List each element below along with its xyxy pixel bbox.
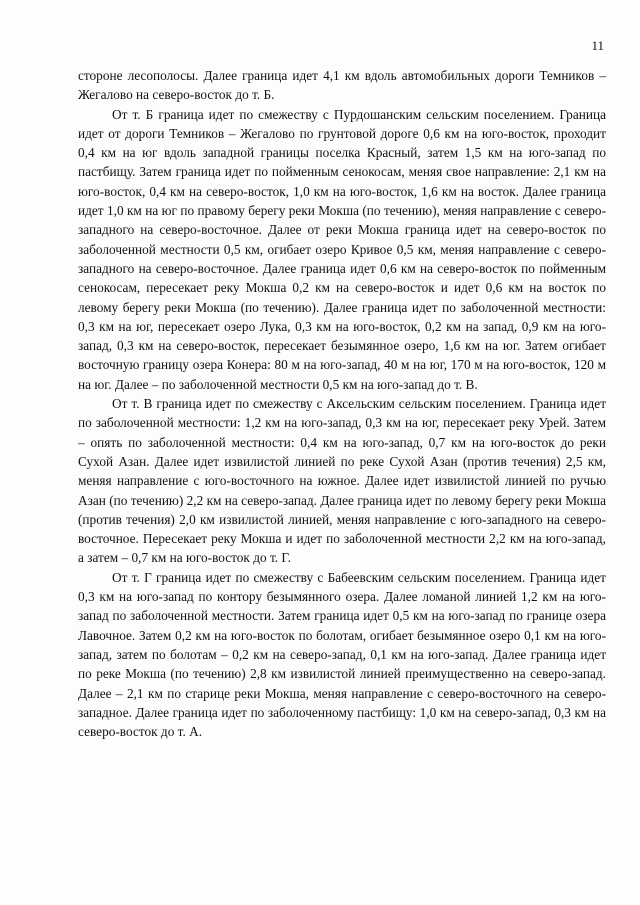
paragraph-point-v: От т. В граница идет по смежеству с Аксельским сельским поселением. Граница идет по заболоченной местности: 1,2 км на юго-запад, 0,3 км на юг, пересекает реку Урей. Затем – опять по заболоченной местности: 0,4 км на юго-запад, 0,7 км на юго-восток до реки Сухой Азан. Далее идет извилистой линией по реке Сухой Азан (против течения) 2,5 км, меняя направление с юго-восточного на южное. Далее идет извилистой линией по ручью Азан (по течению) 2,2 км на северо-запад. Далее граница идет по левому берегу реки Мокша (против течения) 2,0 км извилистой линией, меняя направление с юго-западного на северо-восточное. Пересекает реку Мокша и идет по заболоченной местности 2,2 км на юго-запад, а затем – 0,7 км на юго-восток до т. Г. — [78, 396, 606, 566]
document-body — [78, 66, 606, 741]
paragraph-point-b: От т. Б граница идет по смежеству с Пурдошанским сельским поселением. Граница идет от дороги Темников – Жегалово по грунтовой дороге 0,6 км на юго-восток, проходит 0,4 км на юг вдоль западной границы поселка Красный, затем 1,5 км на юго-запад по пастбищу. Затем граница идет по пойменным сенокосам, меняя свое направление: 2,1 км на юго-восток, 0,4 км на северо-восток, 1,0 км на юго-восток, 1,6 км на восток. Далее граница идет 1,0 км на юг по правому берегу реки Мокша (по течению), меняя направление с северо-западного на северо-восточное. Далее от реки Мокша граница идет на северо-восток по заболоченной местности 0,5 км, огибает озеро Кривое 0,5 км, меняя направление с северо-западного на северо-восточное. Далее граница идет 0,6 км на северо-восток по пойменным сенокосам, пересекает реку Мокша 0,2 км на северо-восток и идет 0,6 км на восток по левому берегу реки Мокша (по течению). Далее граница идет по заболоченной местности: 0,3 км на юг, пересекает озеро Лука, 0,3 км на юго-восток, 0,2 км на запад, 0,9 км на юго-запад, 0,3 км на северо-восток, пересекает безымянное озеро, 1,6 км на юг. Затем огибает восточную границу озера Конера: 80 м на юго-запад, 40 м на юг, 170 м на юго-восток, 120 м на юг. Далее – по заболоченной местности 0,5 км на юго-запад до т. В. — [78, 106, 606, 392]
paragraph-continuation: стороне лесополосы. Далее граница идет 4,1 км вдоль автомобильных дороги Темников – Жегалово на северо-восток до т. Б. — [78, 68, 606, 103]
page-number: 11 — [591, 38, 604, 53]
paragraph-point-g: От т. Г граница идет по смежеству с Бабеевским сельским поселением. Граница идет 0,3 км на юго-запад по контору безымянного озера. Далее ломаной линией 1,2 км на юго-запад по заболоченной местности. Затем граница идет 0,5 км на юго-запад по границе озера Лавочное. Затем 0,2 км на юго-восток по болотам, огибает безымянное озеро 0,1 км на юго-запад, затем по болотам – 0,2 км на северо-запад, 0,1 км на юго-запад. Далее граница идет по реке Мокша (по течению) 2,8 км извилистой линией преимущественно на северо-запад. Далее – 2,1 км по старице реки Мокша, меняя направление с северо-восточного на северо-западное. Далее граница идет по заболоченному пастбищу: 1,0 км на северо-запад, 0,3 км на северо-восток до т. А. — [78, 569, 606, 740]
